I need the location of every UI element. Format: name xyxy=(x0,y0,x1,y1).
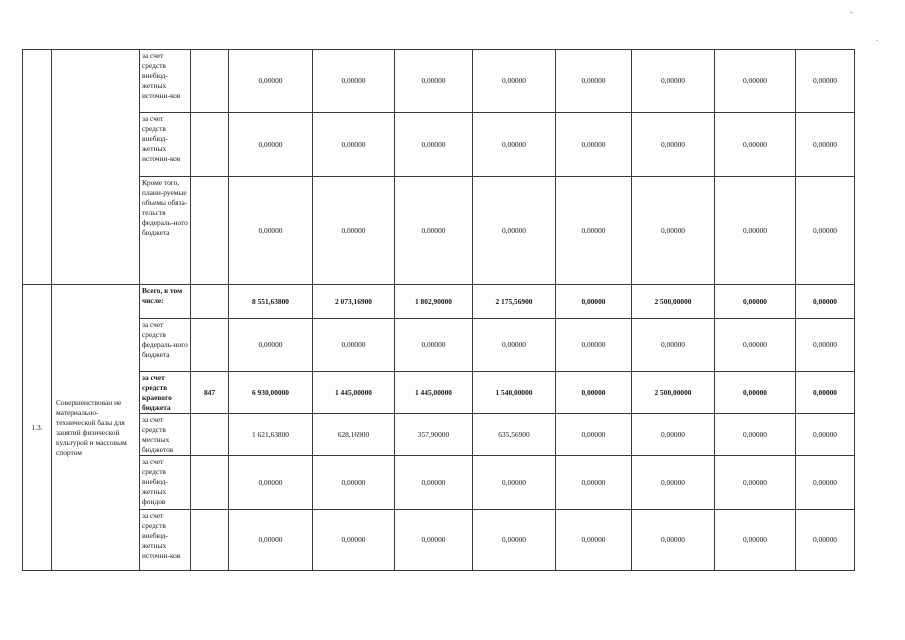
value-cell: 0,00000 xyxy=(715,177,796,285)
value-cell: 0,00000 xyxy=(715,372,796,414)
value-cell: 2 073,16900 xyxy=(313,285,395,319)
value-cell: 0,00000 xyxy=(796,456,855,510)
item-index: 1.3. xyxy=(23,285,52,571)
value-cell: 0,00000 xyxy=(632,50,715,113)
value-cell: 0,00000 xyxy=(313,510,395,571)
value-cell: 6 930,00000 xyxy=(229,372,313,414)
value-cell: 0,00000 xyxy=(395,510,473,571)
code-cell xyxy=(191,113,229,177)
value-cell: 635,56900 xyxy=(473,414,556,456)
table-row xyxy=(23,372,855,414)
value-cell: 0,00000 xyxy=(229,456,313,510)
value-cell: 0,00000 xyxy=(632,319,715,372)
scan-mark-top: - xyxy=(850,8,853,17)
value-cell: 0,00000 xyxy=(229,177,313,285)
value-cell: 0,00000 xyxy=(395,113,473,177)
value-cell: 0,00000 xyxy=(796,372,855,414)
value-cell: 0,00000 xyxy=(796,414,855,456)
name-cell-empty xyxy=(52,50,140,285)
code-cell xyxy=(191,456,229,510)
source-cell: за счет средств местных бюджетов xyxy=(140,414,191,456)
item-name: Совершенствован ие материально-технической базы для занятий физической культурой и массовым спортом xyxy=(52,285,140,571)
code-cell xyxy=(191,414,229,456)
code-cell: 847 xyxy=(191,372,229,414)
value-cell: 1 540,00000 xyxy=(473,372,556,414)
value-cell: 0,00000 xyxy=(632,456,715,510)
value-cell: 0,00000 xyxy=(395,319,473,372)
value-cell: 2 175,56900 xyxy=(473,285,556,319)
value-cell: 0,00000 xyxy=(556,50,632,113)
table-row xyxy=(23,319,855,372)
code-cell xyxy=(191,285,229,319)
value-cell: 0,00000 xyxy=(556,285,632,319)
value-cell: 0,00000 xyxy=(313,319,395,372)
table-row xyxy=(23,177,855,285)
value-cell: 0,00000 xyxy=(632,414,715,456)
code-cell xyxy=(191,319,229,372)
source-cell: Кроме того, плани-руемые объемы обяза-тельств федераль-ного бюджета xyxy=(140,177,191,285)
value-cell: 2 500,00000 xyxy=(632,372,715,414)
value-cell: 628,16900 xyxy=(313,414,395,456)
value-cell: 0,00000 xyxy=(556,319,632,372)
value-cell: 0,00000 xyxy=(473,177,556,285)
value-cell: 0,00000 xyxy=(796,177,855,285)
code-cell xyxy=(191,510,229,571)
code-cell xyxy=(191,50,229,113)
value-cell: 0,00000 xyxy=(715,319,796,372)
source-cell: за счет средств федераль-ного бюджета xyxy=(140,319,191,372)
index-cell-empty xyxy=(23,50,52,285)
value-cell: 8 551,63800 xyxy=(229,285,313,319)
value-cell: 0,00000 xyxy=(313,456,395,510)
value-cell: 0,00000 xyxy=(473,113,556,177)
value-cell: 0,00000 xyxy=(632,113,715,177)
value-cell: 1 445,00000 xyxy=(313,372,395,414)
value-cell: 0,00000 xyxy=(796,319,855,372)
value-cell: 0,00000 xyxy=(715,510,796,571)
value-cell: 2 500,00000 xyxy=(632,285,715,319)
value-cell: 0,00000 xyxy=(473,50,556,113)
value-cell: 0,00000 xyxy=(796,510,855,571)
value-cell: 0,00000 xyxy=(715,50,796,113)
value-cell: 0,00000 xyxy=(395,177,473,285)
value-cell: 0,00000 xyxy=(715,456,796,510)
source-cell: за счет средств внебюд-жетных источни-ков xyxy=(140,510,191,571)
table-row xyxy=(23,456,855,510)
value-cell: 0,00000 xyxy=(473,510,556,571)
value-cell: 0,00000 xyxy=(796,50,855,113)
table-row-total xyxy=(23,285,855,319)
value-cell: 1 621,63800 xyxy=(229,414,313,456)
value-cell: 357,90000 xyxy=(395,414,473,456)
value-cell: 0,00000 xyxy=(556,456,632,510)
value-cell: 0,00000 xyxy=(556,510,632,571)
value-cell: 0,00000 xyxy=(632,177,715,285)
source-cell: за счет средств внебюд-жетных источни-ков xyxy=(140,50,191,113)
table-row xyxy=(23,50,855,113)
value-cell: 0,00000 xyxy=(796,113,855,177)
value-cell: 0,00000 xyxy=(556,414,632,456)
value-cell: 0,00000 xyxy=(313,177,395,285)
value-cell: 0,00000 xyxy=(715,113,796,177)
value-cell: 1 445,00000 xyxy=(395,372,473,414)
budget-table xyxy=(22,49,855,571)
value-cell: 0,00000 xyxy=(229,113,313,177)
value-cell: 0,00000 xyxy=(473,456,556,510)
value-cell: 1 802,90000 xyxy=(395,285,473,319)
value-cell: 0,00000 xyxy=(395,50,473,113)
value-cell: 0,00000 xyxy=(715,285,796,319)
source-cell: за счет средств краевого бюджета xyxy=(140,372,191,414)
value-cell: 0,00000 xyxy=(556,113,632,177)
value-cell: 0,00000 xyxy=(632,510,715,571)
value-cell: 0,00000 xyxy=(313,113,395,177)
value-cell: 0,00000 xyxy=(556,177,632,285)
table-row xyxy=(23,510,855,571)
code-cell xyxy=(191,177,229,285)
value-cell: 0,00000 xyxy=(313,50,395,113)
table-row xyxy=(23,113,855,177)
table-row xyxy=(23,414,855,456)
source-cell: за счет средств внебюд-жетных фондов xyxy=(140,456,191,510)
value-cell: 0,00000 xyxy=(556,372,632,414)
value-cell: 0,00000 xyxy=(796,285,855,319)
source-cell: Всего, в том числе: xyxy=(140,285,191,319)
value-cell: 0,00000 xyxy=(715,414,796,456)
value-cell: 0,00000 xyxy=(229,510,313,571)
value-cell: 0,00000 xyxy=(395,456,473,510)
value-cell: 0,00000 xyxy=(229,319,313,372)
scan-mark-side: . xyxy=(876,34,878,43)
value-cell: 0,00000 xyxy=(229,50,313,113)
value-cell: 0,00000 xyxy=(473,319,556,372)
source-cell: за счет средств внебюд-жетных источни-ков xyxy=(140,113,191,177)
